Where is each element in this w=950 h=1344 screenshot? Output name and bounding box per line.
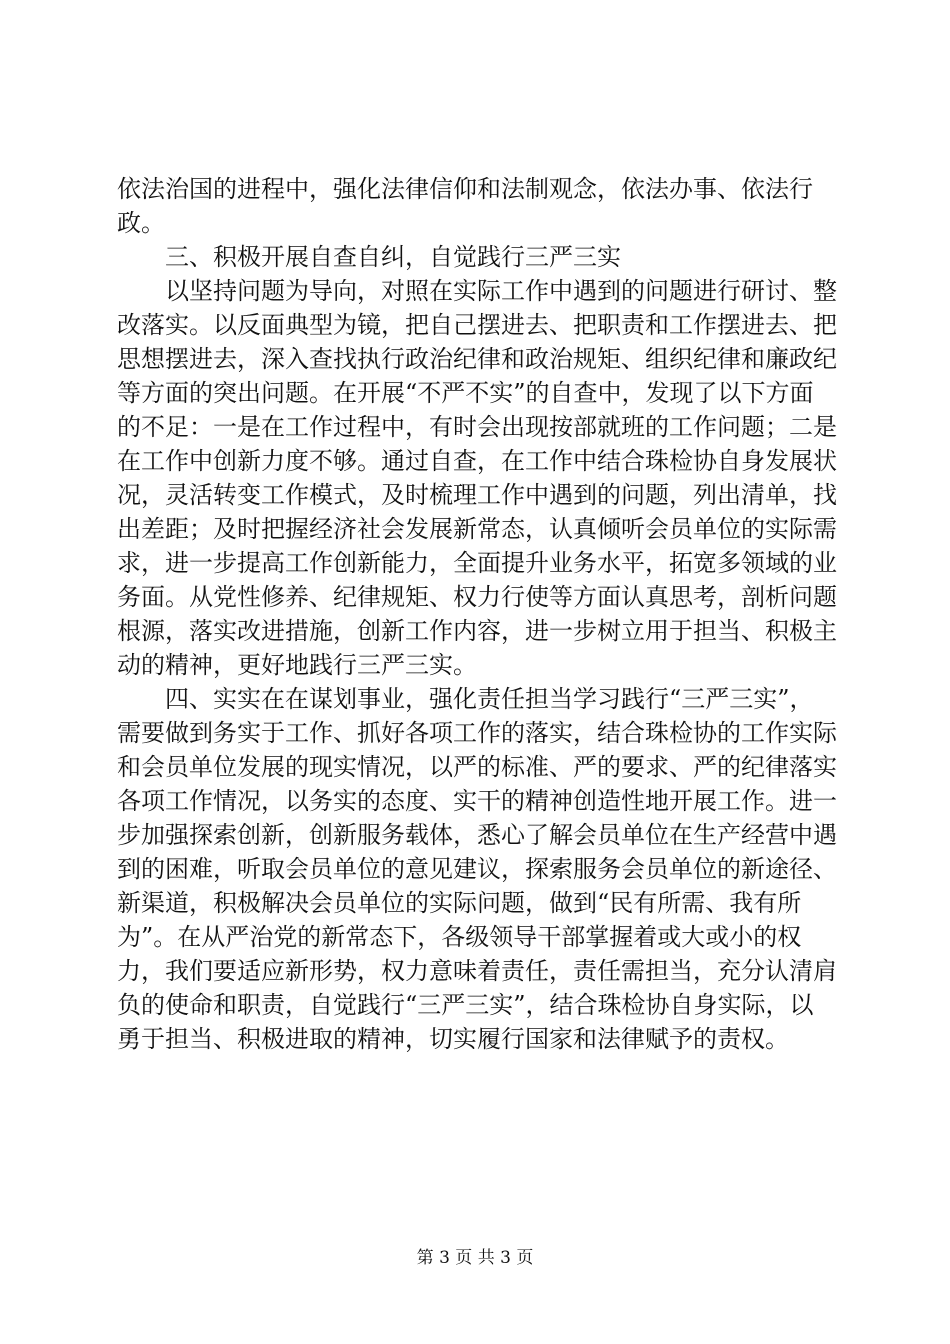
paragraph-section-4: 四、实实在在谋划事业，强化责任担当学习践行“三严三实”，需要做到务实于工作、抓好各项工作的落实，结合珠检协的工作实际和会员单位发展的现实情况，以严的标准、严的要求、严的纪律落实各项工作情况，以务实的态度、实干的精神创造性地开展工作。进一步加强探索创新，创新服务载体，悉心了解会员单位在生产经营中遇到的困难，听取会员单位的意见建议，探索服务会员单位的新途径、新渠道，积极解决会员单位的实际问题，做到“民有所需、我有所为”。在从严治党的新常态下，各级领导干部掌握着或大或小的权力，我们要适应新形势，权力意味着责任，责任需担当，充分认清肩负的使命和职责，自觉践行“三严三实”，结合珠检协自身实际，以勇于担当、积极进取的精神，切实履行国家和法律赋予的责权。 bbox=[117, 685, 837, 1053]
document-body bbox=[117, 172, 837, 1056]
page-number-footer: 第 3 页 共 3 页 bbox=[416, 1248, 534, 1268]
paragraph-self-inspection: 以坚持问题为导向，对照在实际工作中遇到的问题进行研讨、整改落实。以反面典型为镜，把自己摆进去、把职责和工作摆进去、把思想摆进去，深入查找执行政治纪律和政治规矩、组织纪律和廉政纪等方面的突出问题。在开展“不严不实”的自查中，发现了以下方面的不足：一是在工作过程中，有时会出现按部就班的工作问题；二是在工作中创新力度不够。通过自查，在工作中结合珠检协自身发展状况，灵活转变工作模式，及时梳理工作中遇到的问题，列出清单，找出差距；及时把握经济社会发展新常态，认真倾听会员单位的实际需求，进一步提高工作创新能力，全面提升业务水平，拓宽多领域的业务面。从党性修养、纪律规矩、权力行使等方面认真思考，剖析问题根源，落实改进措施，创新工作内容，进一步树立用于担当、积极主动的精神，更好地践行三严三实。 bbox=[117, 277, 837, 679]
paragraph-continuation: 依法治国的进程中，强化法律信仰和法制观念，依法办事、依法行政。 bbox=[117, 175, 813, 237]
section-heading-3: 三、积极开展自查自纠，自觉践行三严三实 bbox=[165, 243, 621, 271]
